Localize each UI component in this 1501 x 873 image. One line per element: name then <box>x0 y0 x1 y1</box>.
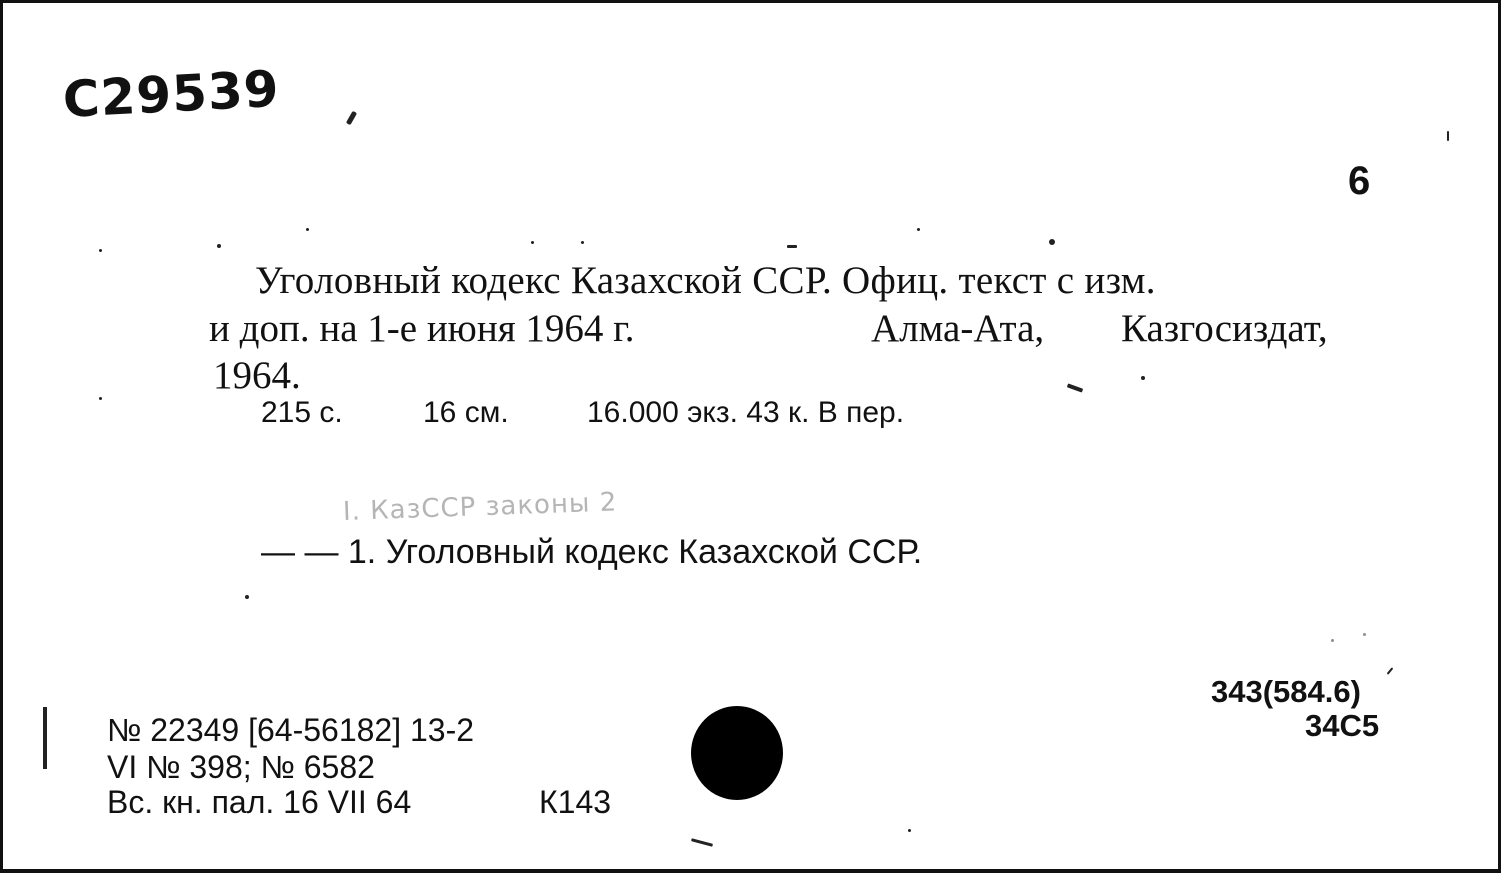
call-number: С29539 <box>61 59 281 129</box>
corner-number: 6 <box>1348 159 1371 203</box>
bbk-classification: 34С5 <box>1305 708 1380 743</box>
speck <box>1447 131 1449 141</box>
main-entry-line2-b: Алма-Ата, <box>871 307 1045 350</box>
speck <box>1049 239 1055 245</box>
footer-line3: Вс. кн. пал. 16 VII 64 <box>107 784 412 820</box>
speck <box>787 245 797 248</box>
main-entry-line3: 1964. <box>213 354 301 397</box>
speck <box>581 241 584 244</box>
collation-copies-price: 16.000 экз. 43 к. В пер. <box>587 396 905 429</box>
speck <box>531 241 534 244</box>
speck <box>908 829 911 832</box>
speck <box>346 111 357 126</box>
handwritten-note-text: I. КазССР законы 2 <box>342 487 618 527</box>
speck <box>917 228 920 231</box>
footer-line2: VI № 398; № 6582 <box>107 749 375 785</box>
speck <box>1141 376 1145 380</box>
udc-classification: 343(584.6) <box>1211 674 1361 709</box>
handwritten-note <box>343 489 618 525</box>
speck <box>306 228 309 231</box>
footer-code: К143 <box>539 784 612 820</box>
speck <box>99 249 102 252</box>
speck <box>691 838 713 847</box>
speck <box>1331 639 1334 642</box>
collation-pages: 215 с. <box>261 396 343 429</box>
left-edge-mark <box>43 707 47 769</box>
main-entry-line1: Уголовный кодекс Казахской ССР. Офиц. текст с изм. <box>255 259 1156 302</box>
punch-hole <box>691 706 783 800</box>
speck <box>217 244 221 248</box>
footer-line1: № 22349 [64-56182] 13-2 <box>107 712 475 748</box>
speck <box>1067 383 1083 392</box>
speck <box>99 397 102 400</box>
main-entry-line2-c: Казгосиздат, <box>1121 307 1328 350</box>
collation-size: 16 см. <box>423 396 509 429</box>
speck <box>245 595 249 599</box>
main-entry-line2-a: и доп. на 1-е июня 1964 г. <box>209 307 635 350</box>
speck <box>1387 667 1394 674</box>
subject-heading: — — 1. Уголовный кодекс Казахской ССР. <box>261 533 923 571</box>
speck <box>1363 633 1366 636</box>
